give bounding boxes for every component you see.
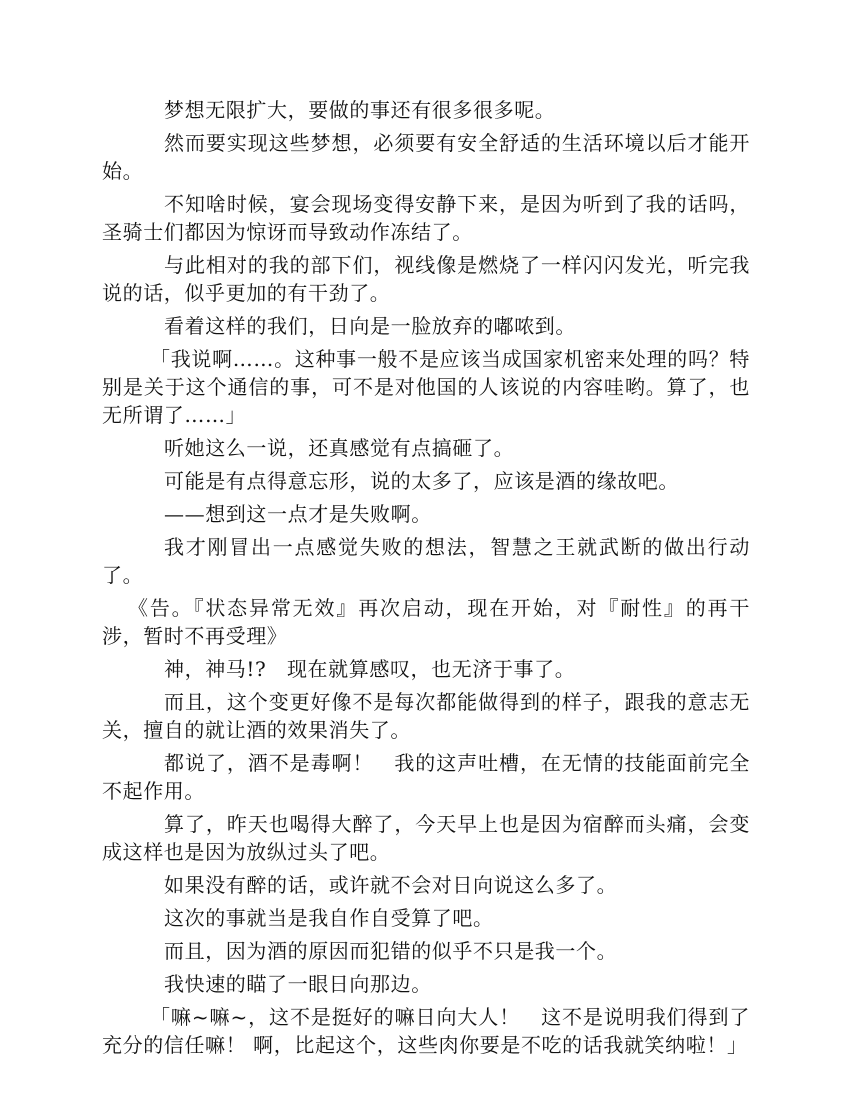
paragraph: 我才刚冒出一点感觉失败的想法，智慧之王就武断的做出行动了。 — [102, 535, 750, 587]
paragraph: 与此相对的我的部下们，视线像是燃烧了一样闪闪发光，听完我说的话，似乎更加的有干劲了。 — [102, 253, 750, 305]
paragraph: 看着这样的我们，日向是一脸放弃的嘟哝到。 — [164, 314, 576, 338]
paragraph: ——想到这一点才是失败啊。 — [164, 502, 432, 526]
paragraph: 这次的事就当是我自作自受算了吧。 — [164, 906, 494, 930]
document-body — [102, 96, 750, 1064]
paragraph: 而且，因为酒的原因而犯错的似乎不只是我一个。 — [164, 939, 618, 963]
system-message-paragraph: 《告。『状态异常无效』再次启动，现在开始，对『耐性』的再干涉，暂时不再受理》 — [102, 596, 750, 648]
paragraph: 如果没有醉的话，或许就不会对日向说这么多了。 — [164, 873, 618, 897]
paragraph: 听她这么一说，还真感觉有点搞砸了。 — [164, 436, 515, 460]
paragraph: 我快速的瞄了一眼日向那边。 — [164, 972, 432, 996]
paragraph: 算了，昨天也喝得大醉了，今天早上也是因为宿醉而头痛，会变成这样也是因为放纵过头了吧。 — [102, 812, 750, 864]
dialog-paragraph: 「我说啊……。这种事一般不是应该当成国家机密来处理的吗？特别是关于这个通信的事，可不是对他国的人该说的内容哇哟。算了，也无所谓了……」 — [102, 347, 750, 427]
paragraph: 而且，这个变更好像不是每次都能做得到的样子，跟我的意志无关，擅自的就让酒的效果消失了。 — [102, 690, 750, 742]
dialog-paragraph: 「嘛~嘛~，这不是挺好的嘛日向大人！ 这不是说明我们得到了充分的信任嘛！ 啊，比起这个，这些肉你要是不吃的话我就笑纳啦！」 — [102, 1005, 750, 1057]
paragraph: 不知啥时候，宴会现场变得安静下来，是因为听到了我的话吗，圣骑士们都因为惊讶而导致动作冻结了。 — [102, 192, 750, 244]
paragraph: 梦想无限扩大，要做的事还有很多很多呢。 — [164, 98, 556, 122]
paragraph: 可能是有点得意忘形，说的太多了，应该是酒的缘故吧。 — [164, 469, 679, 493]
paragraph: 神，神马!? 现在就算感叹，也无济于事了。 — [164, 657, 576, 681]
paragraph: 然而要实现这些梦想，必须要有安全舒适的生活环境以后才能开始。 — [102, 131, 750, 183]
paragraph: 都说了，酒不是毒啊！ 我的这声吐槽，在无情的技能面前完全不起作用。 — [102, 751, 750, 803]
